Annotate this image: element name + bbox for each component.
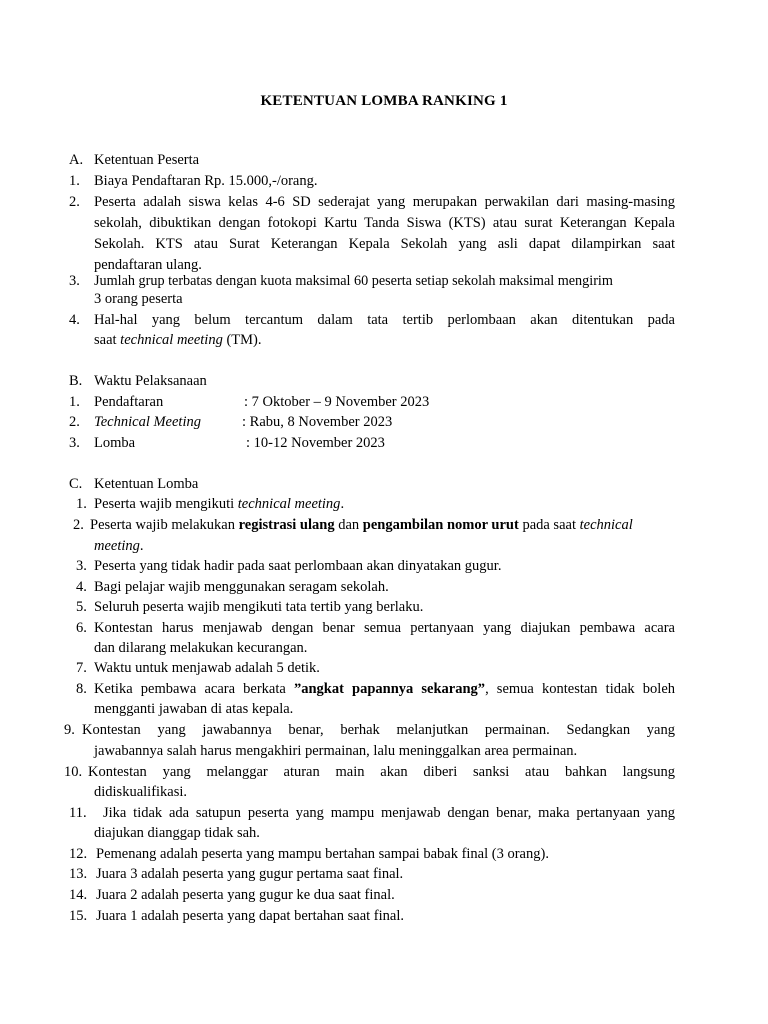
b-item-number: 3. (69, 435, 80, 451)
section-a-letter: A. (69, 152, 84, 168)
a-item-number: 1. (69, 173, 80, 189)
b-item-label: Technical Meeting (94, 414, 201, 430)
c-item-text: Pemenang adalah peserta yang mampu bertahan sampai babak final (3 orang). (96, 846, 549, 862)
section-b-heading: Waktu Pelaksanaan (94, 373, 207, 389)
a-item-text: Sekolah. KTS atau Surat Keterangan Kepala Sekolah yang asli dapat dilampirkan saat (94, 236, 675, 252)
c-item-text: mengganti jawaban di atas kepala. (94, 701, 294, 717)
b-item-label: Lomba (94, 435, 136, 451)
c-item-text: Juara 1 adalah peserta yang dapat bertahan saat final. (96, 908, 404, 924)
c-item-text: Peserta wajib mengikuti technical meeting. (94, 496, 345, 512)
section-c-heading: Ketentuan Lomba (94, 476, 199, 492)
a-item-text: sekolah, dibuktikan dengan fotokopi Kartu Tanda Siswa (KTS) atau surat Keterangan Kepala (94, 215, 675, 231)
c-item-number: 13. (69, 866, 88, 882)
b-item-number: 1. (69, 394, 80, 410)
c-item-text: jawabannya salah harus mengakhiri permainan, lalu meninggalkan area permainan. (94, 743, 578, 759)
b-item-value: : 10-12 November 2023 (246, 435, 385, 451)
a-item-number: 3. (69, 273, 80, 289)
c-item-number: 14. (69, 887, 88, 903)
section-a-heading: Ketentuan Peserta (94, 152, 200, 168)
a-item-text: Hal-hal yang belum tercantum dalam tata tertib perlombaan akan ditentukan pada (94, 312, 675, 328)
c-item-text: Jika tidak ada satupun peserta yang mampu menjawab dengan benar, maka pertanyaan yang (103, 805, 675, 821)
b-item-number: 2. (69, 414, 80, 430)
document-title: KETENTUAN LOMBA RANKING 1 (260, 93, 508, 109)
b-item-label: Pendaftaran (94, 394, 164, 410)
c-item-text: didiskualifikasi. (94, 784, 188, 800)
c-item-number: 3. (76, 558, 87, 574)
a-item-number: 4. (69, 312, 80, 328)
c-item-number: 10. (64, 764, 83, 780)
c-item-text: Seluruh peserta wajib mengikuti tata tertib yang berlaku. (94, 599, 424, 615)
a-item-text: Jumlah grup terbatas dengan kuota maksimal 60 peserta setiap sekolah maksimal mengirim (94, 273, 613, 289)
c-item-number: 11. (69, 805, 87, 821)
b-item-value: : 7 Oktober – 9 November 2023 (244, 394, 430, 410)
c-item-text: Kontestan yang jawabannya benar, berhak melanjutkan permainan. Sedangkan yang (82, 722, 675, 738)
c-item-text: Juara 3 adalah peserta yang gugur pertama saat final. (96, 866, 404, 882)
a-item-text: Peserta adalah siswa kelas 4-6 SD sederajat yang merupakan perwakilan dari masing-masing (94, 194, 675, 210)
b-item-value: : Rabu, 8 November 2023 (242, 414, 393, 430)
a-item-text: saat technical meeting (TM). (94, 332, 262, 348)
c-item-number: 8. (76, 681, 87, 697)
c-item-text: Juara 2 adalah peserta yang gugur ke dua saat final. (96, 887, 395, 903)
a-item-text: Biaya Pendaftaran Rp. 15.000,-/orang. (94, 173, 318, 189)
c-item-number: 7. (76, 660, 87, 676)
c-item-text: meeting. (94, 538, 144, 554)
c-item-text: Kontestan yang melanggar aturan main akan diberi sanksi atau bahkan langsung (88, 764, 675, 780)
section-c-letter: C. (69, 476, 83, 492)
c-item-number: 12. (69, 846, 88, 862)
c-item-number: 2. (73, 517, 84, 533)
c-item-text: Kontestan harus menjawab dengan benar semua pertanyaan yang diajukan pembawa acara (94, 620, 675, 636)
c-item-text: Waktu untuk menjawab adalah 5 detik. (94, 660, 320, 676)
c-item-text: Peserta wajib melakukan registrasi ulang dan pengambilan nomor urut pada saat technical (90, 517, 633, 533)
c-item-text: Peserta yang tidak hadir pada saat perlombaan akan dinyatakan gugur. (94, 558, 502, 574)
c-item-text: Bagi pelajar wajib menggunakan seragam sekolah. (94, 579, 389, 595)
a-item-text: 3 orang peserta (94, 291, 183, 307)
c-item-number: 1. (76, 496, 87, 512)
c-item-number: 6. (76, 620, 87, 636)
c-item-number: 15. (69, 908, 88, 924)
c-item-text: Ketika pembawa acara berkata ”angkat papannya sekarang”, semua kontestan tidak boleh (94, 681, 676, 697)
section-b-letter: B. (69, 373, 83, 389)
c-item-number: 4. (76, 579, 87, 595)
c-item-number: 9. (64, 722, 75, 738)
c-item-text: dan dilarang melakukan kecurangan. (94, 640, 308, 656)
c-item-number: 5. (76, 599, 87, 615)
a-item-text: pendaftaran ulang. (94, 257, 202, 273)
a-item-number: 2. (69, 194, 80, 210)
c-item-text: diajukan dianggap tidak sah. (94, 825, 260, 841)
